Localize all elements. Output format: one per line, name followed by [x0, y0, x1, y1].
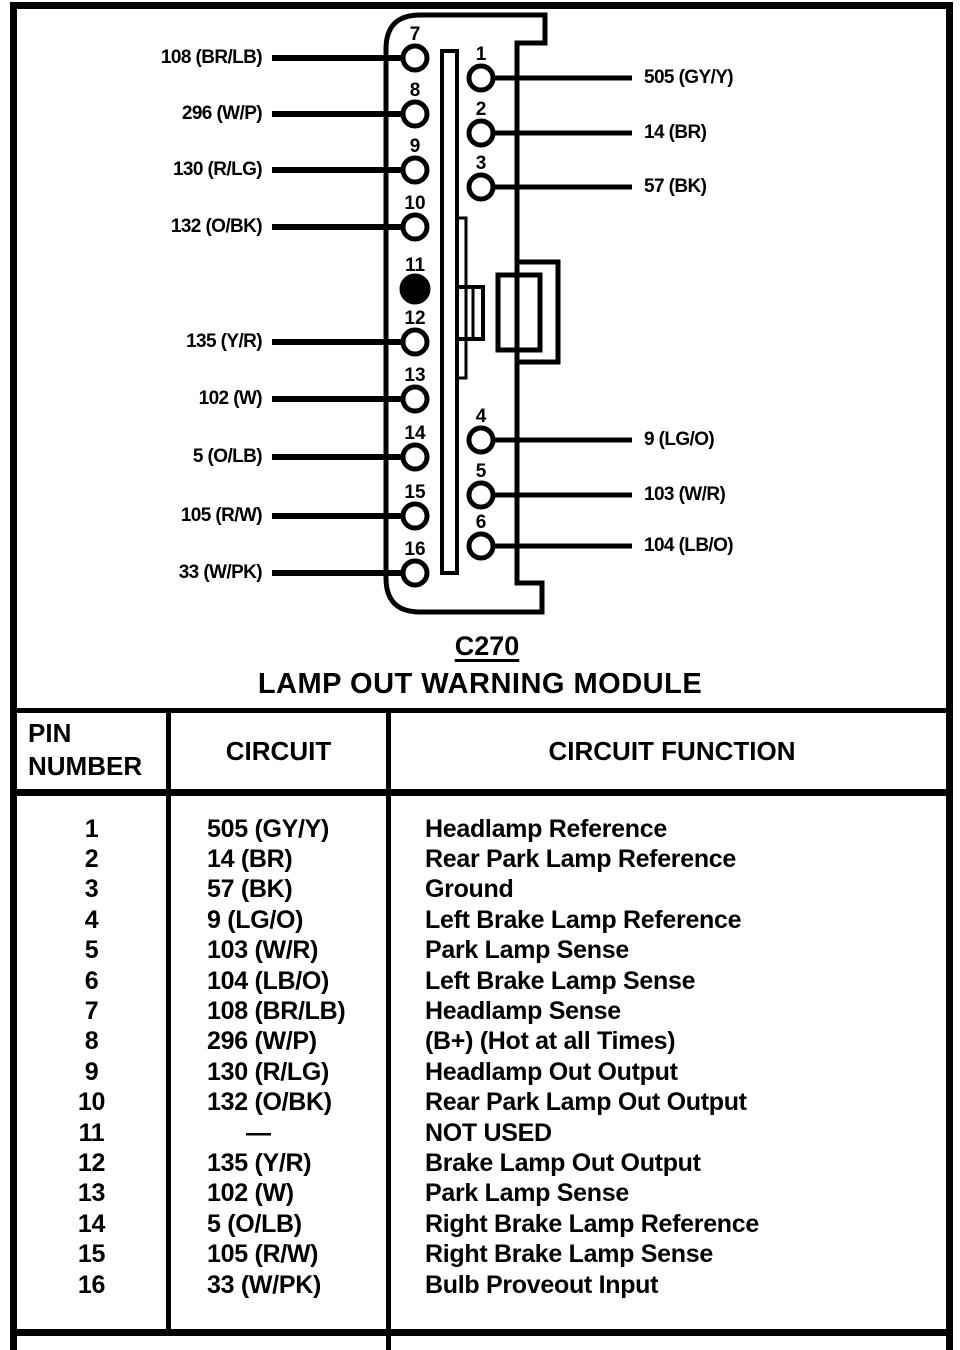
- pin-number-label: 3: [475, 153, 487, 174]
- pin-circle-1: [469, 66, 493, 90]
- cell-circuit: 296 (W/P): [207, 1027, 317, 1056]
- cell-function: (B+) (Hot at all Times): [425, 1027, 676, 1056]
- pin-number-label: 9: [409, 136, 421, 157]
- cell-function: NOT USED: [425, 1118, 552, 1147]
- wire-label: 505 (GY/Y): [644, 67, 734, 88]
- cell-circuit: 135 (Y/R): [207, 1148, 312, 1177]
- pin-number-label: 6: [475, 512, 487, 533]
- table-row: [17, 1148, 946, 1178]
- wire-label: 296 (W/P): [181, 103, 262, 124]
- cell-function: Right Brake Lamp Reference: [425, 1209, 759, 1238]
- cell-circuit: 33 (W/PK): [207, 1270, 321, 1299]
- wire-label: 130 (R/LG): [172, 159, 262, 180]
- table-border-top: [10, 708, 953, 713]
- pin-number-label: 7: [409, 24, 421, 45]
- cell-circuit: 102 (W): [207, 1179, 294, 1208]
- pin-circle-8: [403, 102, 427, 126]
- cell-pin: 13: [77, 1179, 106, 1208]
- cell-pin: 4: [84, 905, 99, 934]
- cell-function: Left Brake Lamp Reference: [425, 905, 742, 934]
- cell-circuit: 5 (O/LB): [207, 1209, 302, 1238]
- table-border-bottom: [10, 1329, 953, 1336]
- cell-function: Park Lamp Sense: [425, 936, 629, 965]
- table-row: [17, 844, 946, 874]
- cell-circuit: 9 (LG/O): [207, 905, 304, 934]
- pin-circle-4: [469, 428, 493, 452]
- cell-pin: 14: [77, 1209, 106, 1238]
- table-header-divider: [10, 789, 953, 796]
- key-tab: [457, 287, 483, 339]
- table-row: [17, 1027, 946, 1057]
- wire-label: 57 (BK): [644, 176, 707, 197]
- cell-function: Bulb Proveout Input: [425, 1270, 659, 1299]
- pin-circle-9: [403, 158, 427, 182]
- cell-pin: 12: [77, 1148, 106, 1177]
- module-title: LAMP OUT WARNING MODULE: [257, 668, 703, 700]
- cell-pin: 2: [84, 845, 99, 874]
- cell-function: Headlamp Reference: [425, 814, 667, 843]
- table-row: [17, 966, 946, 996]
- table-row: [17, 1088, 946, 1118]
- table-body: [17, 798, 946, 1300]
- wire-label: 102 (W): [198, 388, 262, 409]
- wire-label: 5 (O/LB): [192, 446, 262, 467]
- pin-circle-11-filled: [401, 275, 429, 303]
- pin-number-label: 14: [404, 423, 426, 444]
- pin-circle-13: [403, 387, 427, 411]
- cell-pin: 5: [84, 936, 99, 965]
- table-row: [17, 1270, 946, 1300]
- cell-circuit: 57 (BK): [207, 875, 293, 904]
- pin-number-label: 16: [404, 539, 426, 560]
- cell-circuit: 130 (R/LG): [207, 1057, 330, 1086]
- pin-number-label: 8: [409, 80, 421, 101]
- pin-circle-10: [403, 215, 427, 239]
- table-row: [17, 996, 946, 1026]
- cell-pin: 16: [77, 1270, 106, 1299]
- cell-function: Rear Park Lamp Out Output: [425, 1088, 747, 1117]
- cell-function: Ground: [425, 875, 514, 904]
- table-row: [17, 1239, 946, 1269]
- cell-pin: 3: [84, 875, 99, 904]
- table-row: [17, 905, 946, 935]
- cell-pin: 6: [84, 966, 99, 995]
- cell-circuit: 104 (LB/O): [207, 966, 330, 995]
- cell-function: Rear Park Lamp Reference: [425, 845, 737, 874]
- cell-function: Brake Lamp Out Output: [425, 1148, 701, 1177]
- header-pin-number-line2: NUMBER: [28, 751, 143, 781]
- cell-circuit: 105 (R/W): [207, 1240, 319, 1269]
- pin-circle-12: [403, 330, 427, 354]
- pin-number-label: 11: [404, 255, 426, 276]
- connector-id: C270: [454, 631, 520, 661]
- table-row: [17, 1209, 946, 1239]
- pin-number-label: 2: [475, 99, 487, 120]
- table-row: [17, 814, 946, 844]
- cell-pin: 11: [78, 1118, 105, 1147]
- wire-label: 104 (LB/O): [644, 535, 734, 556]
- pin-number-label: 13: [404, 365, 426, 386]
- pin-circle-6: [469, 534, 493, 558]
- wire-label: 14 (BR): [644, 122, 707, 143]
- wire-label: 105 (R/W): [180, 505, 262, 526]
- pin-number-label: 12: [404, 308, 426, 329]
- wire-label: 132 (O/BK): [170, 216, 262, 237]
- header-circuit-function: CIRCUIT FUNCTION: [548, 736, 796, 766]
- cell-function: Headlamp Sense: [425, 997, 621, 1026]
- pin-circle-16: [403, 561, 427, 585]
- cell-circuit: 132 (O/BK): [207, 1088, 332, 1117]
- table-row: [17, 1179, 946, 1209]
- pin-number-label: 5: [475, 461, 487, 482]
- cell-function: Right Brake Lamp Sense: [425, 1240, 713, 1269]
- cell-function: Park Lamp Sense: [425, 1179, 629, 1208]
- cell-circuit: 103 (W/R): [207, 936, 319, 965]
- cell-pin: 1: [84, 814, 99, 843]
- cell-circuit: 14 (BR): [207, 845, 293, 874]
- cell-circuit: 108 (BR/LB): [207, 997, 346, 1026]
- table-row: [17, 875, 946, 905]
- wire-label: 9 (LG/O): [644, 429, 715, 450]
- pin-circle-2: [469, 121, 493, 145]
- pin-circle-5: [469, 483, 493, 507]
- header-circuit: CIRCUIT: [225, 736, 332, 766]
- pin-number-label: 15: [404, 482, 426, 503]
- pin-number-label: 4: [475, 406, 487, 427]
- table-row: [17, 1118, 946, 1148]
- wire-label: 135 (Y/R): [186, 331, 262, 352]
- table-row: [17, 1057, 946, 1087]
- pin-circle-7: [403, 46, 427, 70]
- cell-pin: 8: [84, 1027, 99, 1056]
- cell-function: Headlamp Out Output: [425, 1057, 678, 1086]
- pin-circle-15: [403, 504, 427, 528]
- cell-pin: 9: [84, 1057, 99, 1086]
- wire-label: 103 (W/R): [644, 484, 726, 505]
- cell-circuit: 505 (GY/Y): [207, 814, 330, 843]
- cell-pin: 10: [77, 1088, 106, 1117]
- cell-circuit: —: [246, 1118, 271, 1147]
- pin-number-label: 1: [475, 44, 487, 65]
- keyway-slot: [442, 51, 457, 573]
- header-pin-number-line1: PIN: [28, 718, 72, 748]
- pin-circle-14: [403, 445, 427, 469]
- cell-pin: 7: [84, 997, 99, 1026]
- pin-number-label: 10: [404, 193, 426, 214]
- wire-label: 108 (BR/LB): [160, 47, 262, 68]
- wire-label: 33 (W/PK): [178, 562, 262, 583]
- table-row: [17, 936, 946, 966]
- cell-function: Left Brake Lamp Sense: [425, 966, 696, 995]
- pin-circle-3: [469, 175, 493, 199]
- cell-pin: 15: [77, 1240, 106, 1269]
